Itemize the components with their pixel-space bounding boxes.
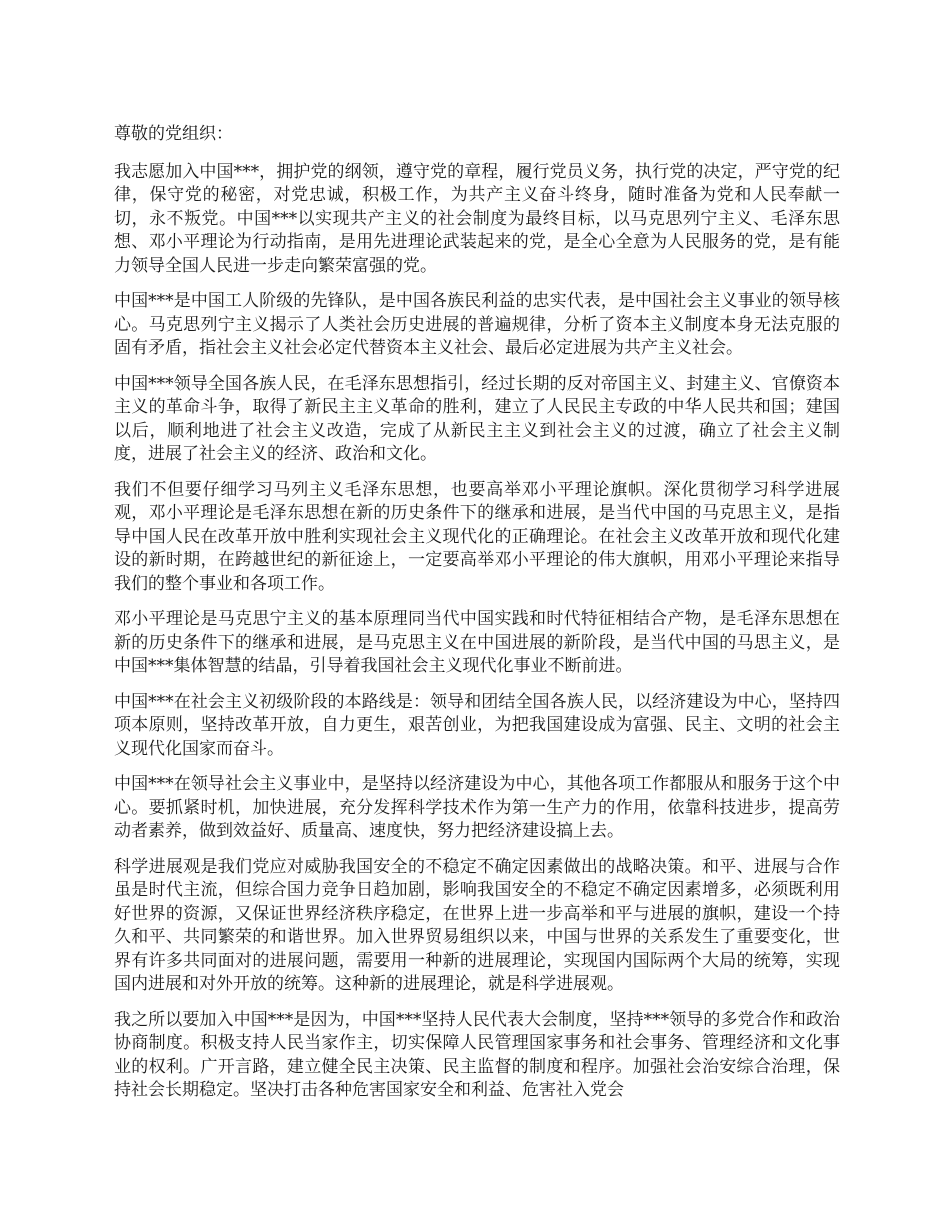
paragraph-8: 科学进展观是我们党应对威胁我国安全的不稳定不确定因素做出的战略决策。和平、进展与合作虽是时代主流，但综合国力竞争日趋加剧，影响我国安全的不稳定不确定因素增多，必须既利用好世界的资源，又保证世界经济秩序稳定，在世界上进一步高举和平与进展的旗帜，建设一个持久和平、共同繁荣的和谐世界。加入世界贸易组织以来，中国与世界的关系发生了重要变化，世界有许多共同面对的进展问题，需要用一种新的进展理论，实现国内国际两个大局的统筹，实现国内进展和对外开放的统筹。这种新的进展理论，就是科学进展观。 [114,856,840,994]
paragraph-1: 我志愿加入中国***，拥护党的纲领，遵守党的章程，履行党员义务，执行党的决定，严守党的纪律，保守党的秘密，对党忠诚，积极工作，为共产主义奋斗终身，随时准备为党和人民奉献一切，永不叛党。中国***以实现共产主义的社会制度为最终目标，以马克思列宁主义、毛泽东思想、邓小平理论为行动指南，是用先进理论武装起来的党，是全心全意为人民服务的党，是有能力领导全国人民进一步走向繁荣富强的党。 [114,161,840,276]
paragraph-7: 中国***在领导社会主义事业中，是坚持以经济建设为中心，其他各项工作都服从和服务于这个中心。要抓紧时机，加快进展，充分发挥科学技术作为第一生产力的作用，依靠科技进步，提高劳动者素养，做到效益好、质量高、速度快，努力把经济建设搞上去。 [114,774,840,841]
paragraph-3: 中国***领导全国各族人民，在毛泽东思想指引，经过长期的反对帝国主义、封建主义、官僚资本主义的革命斗争，取得了新民主主义革命的胜利，建立了人民民主专政的中华人民共和国；建国以后，顺利地进了社会主义改造，完成了从新民主主义到社会主义的过渡，确立了社会主义制度，进展了社会主义的经济、政治和文化。 [114,373,840,464]
paragraph-2: 中国***是中国工人阶级的先锋队，是中国各族民利益的忠实代表，是中国社会主义事业的领导核心。马克思列宁主义揭示了人类社会历史进展的普遍规律，分析了资本主义制度本身无法克服的固有矛盾，指社会主义社会必定代替资本主义社会、最后必定进展为共产主义社会。 [114,291,840,358]
paragraph-4: 我们不但要仔细学习马列主义毛泽东思想，也要高举邓小平理论旗帜。深化贯彻学习科学进展观，邓小平理论是毛泽东思想在新的历史条件下的继承和进展，是当代中国的马克思主义，是指导中国人民在改革开放中胜利实现社会主义现代化的正确理论。在社会主义改革开放和现代化建设的新时期，在跨越世纪的新征途上，一定要高举邓小平理论的伟大旗帜，用邓小平理论来指导我们的整个事业和各项工作。 [114,479,840,594]
paragraph-6: 中国***在社会主义初级阶段的本路线是：领导和团结全国各族人民，以经济建设为中心，坚持四项本原则，坚持改革开放，自力更生，艰苦创业，为把我国建设成为富强、民主、文明的社会主义现代化国家而奋斗。 [114,691,840,759]
paragraph-5: 邓小平理论是马克思宁主义的基本原理同当代中国实践和时代特征相结合产物，是毛泽东思想在新的历史条件下的继承和进展，是马克思主义在中国进展的新阶段，是当代中国的马思主义，是中国***集体智慧的结晶，引导着我国社会主义现代化事业不断前进。 [114,609,840,676]
salutation: 尊敬的党组织： [114,124,233,144]
paragraph-9: 我之所以要加入中国***是因为，中国***坚持人民代表大会制度，坚持***领导的多党合作和政治协商制度。积极支持人民当家作主，切实保障人民管理国家事务和社会事务、管理经济和文化事业的权利。广开言路，建立健全民主决策、民主监督的制度和程序。加强社会治安综合治理，保持社会长期稳定。坚决打击各种危害国家安全和利益、危害社入党会 [114,1009,840,1100]
letter-body [114,123,840,1115]
